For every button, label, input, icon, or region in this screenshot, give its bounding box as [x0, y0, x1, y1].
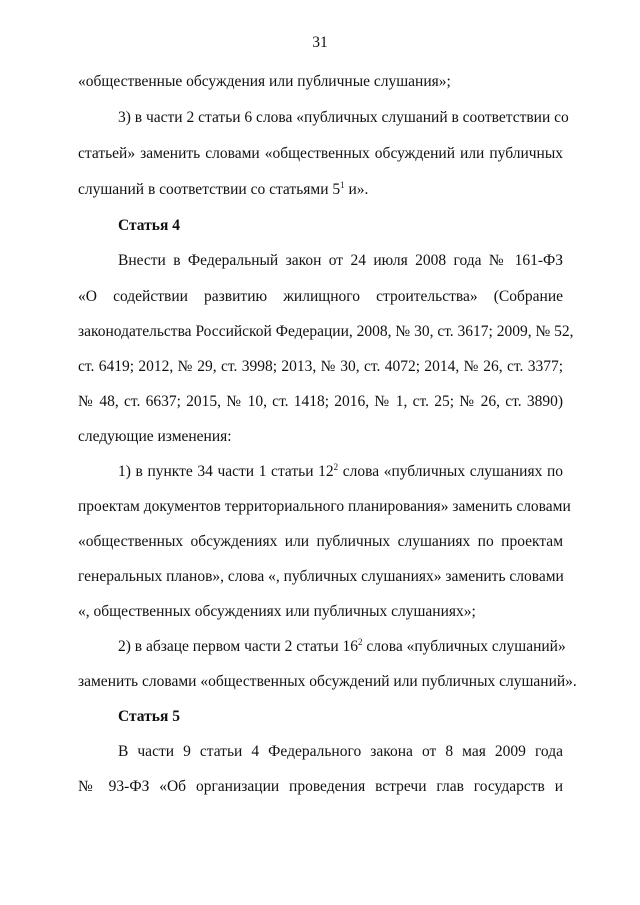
text-fragment: слова «публичных слушаниях по	[338, 463, 563, 480]
superscript: 2	[358, 637, 363, 647]
text-fragment: 2) в абзаце первом части 2 статьи 16	[118, 638, 359, 655]
article-heading-5: Статья 5	[118, 708, 180, 725]
superscript: 2	[333, 462, 339, 472]
text-line: следующие изменения:	[78, 428, 232, 445]
text-fragment: и».	[344, 181, 369, 198]
text-line	[78, 181, 368, 199]
text-line: № 93-ФЗ «Об организации проведения встречи глав государств и	[78, 778, 563, 795]
text-line: «О содействии развитию жилищного строительства» (Собрание	[78, 288, 563, 305]
text-line: заменить словами «общественных обсуждений или публичных слушаний».	[78, 673, 577, 690]
article-heading-4: Статья 4	[118, 217, 180, 234]
page-number: 31	[312, 34, 328, 51]
text-line: проектам документов территориального планирования» заменить словами	[78, 498, 571, 515]
text-line: законодательства Российской Федерации, 2008, № 30, ст. 3617; 2009, № 52,	[78, 323, 574, 340]
text-line: ст. 6419; 2012, № 29, ст. 3998; 2013, № 30, ст. 4072; 2014, № 26, ст. 3377;	[78, 358, 563, 375]
text-line	[118, 637, 566, 656]
text-line: В части 9 статьи 4 Федерального закона от 8 мая 2009 года	[118, 743, 563, 760]
text-line: № 48, ст. 6637; 2015, № 10, ст. 1418; 2016, № 1, ст. 25; № 26, ст. 3890)	[78, 393, 563, 410]
text-line: статьей» заменить словами «общественных обсуждений или публичных	[78, 145, 563, 162]
text-line: «общественных обсуждениях или публичных слушаниях по проектам	[78, 533, 563, 550]
text-line	[118, 463, 563, 481]
superscript: 1	[340, 180, 345, 190]
text-line: «общественные обсуждения или публичные слушания»;	[78, 73, 451, 90]
text-fragment: слушаний в соответствии со статьями 5	[78, 181, 341, 198]
text-line: генеральных планов», слова «, публичных слушаниях» заменить словами	[78, 568, 564, 585]
text-line: 3) в части 2 статьи 6 слова «публичных слушаний в соответствии со	[118, 109, 569, 126]
text-line: «, общественных обсуждениях или публичных слушаниях»;	[78, 603, 476, 620]
text-fragment: слова «публичных слушаний»	[362, 638, 566, 655]
text-line: Внести в Федеральный закон от 24 июля 2008 года № 161-ФЗ	[118, 252, 563, 269]
text-fragment: 1) в пункте 34 части 1 статьи 12	[118, 463, 334, 480]
